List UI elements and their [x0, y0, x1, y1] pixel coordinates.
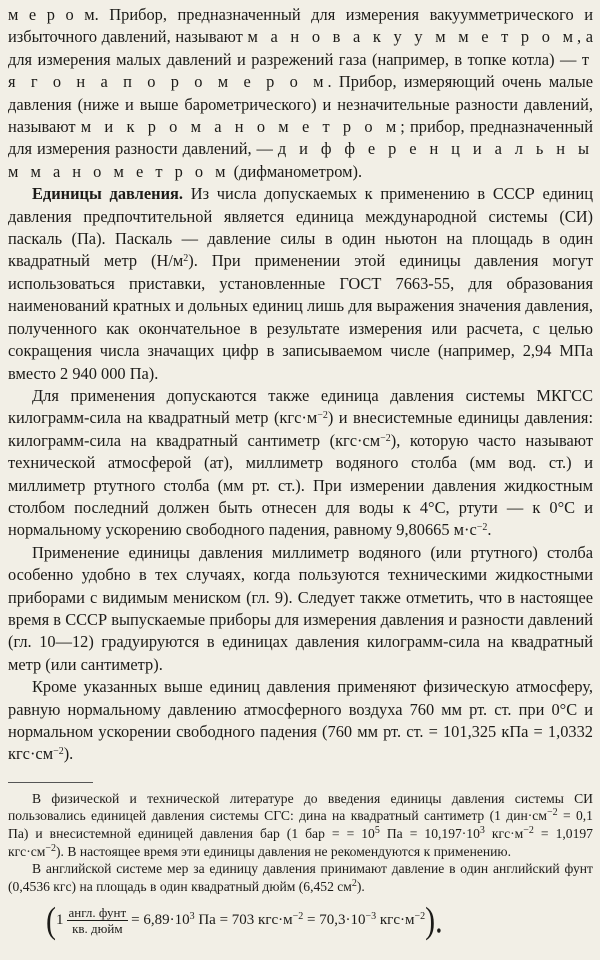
paragraph-2 [8, 183, 593, 385]
text-run: (дифманометром). [229, 161, 363, 181]
footnote-divider [8, 782, 93, 783]
paragraph-3 [8, 385, 593, 542]
text-run: ), которую часто называют технической атмосферой (ат), миллиметр водяного столба (мм вод. ст.) и миллиметр ртутного столба (мм рт. ст.). При измерении давления жидкостным столбом последний должен быть отнесен для воды к 4°C, ртути — к 0°C и нормальному ускорению свободного падения, равному 9,80665 м·с [8, 430, 593, 540]
conversion-formula [46, 899, 593, 941]
superscript: −2 [414, 911, 426, 923]
text-run: = 0,1 Па) и внесистемной единицей давления бар (1 бар = = 10 [8, 808, 593, 841]
text-run: = 6,89·10 [131, 912, 190, 929]
text-run: ; прибор, предназначенный для измерения разности давлений, — [8, 117, 593, 159]
superscript: −2 [317, 410, 328, 422]
spaced-term: д и ф ф е р е н ц и а л ь н ы м м а н о м е т р о м [8, 139, 594, 181]
text-run: = 70,3·10 [303, 912, 366, 929]
superscript: 2 [183, 253, 189, 265]
footnotes [8, 790, 593, 896]
text-run: ). [356, 878, 365, 894]
text-run: . [487, 520, 492, 540]
footnote-1 [8, 790, 593, 860]
superscript: −3 [365, 911, 377, 923]
text-run: Па = 703 кгс·м [194, 912, 293, 929]
superscript: −2 [45, 842, 57, 854]
text-run: . Прибор, измеряющий очень малые давления (ниже и выше барометрического) и незначительные разности давлений, называют [8, 72, 593, 137]
superscript: −2 [476, 522, 488, 534]
text-run: ). В настоящее время эти единицы давления не рекомендуются к применению. [56, 843, 511, 859]
text-run: ). При применении этой единицы давления могут использоваться приставки, установленные ГОСТ 7663-55, для образования наименований кратных и дольных единиц лишь для выражения значения давления, полученного как окончательное в результате измерения или расчета, с целью сокращения числа значащих цифр в записываемом числе (например, 2,94 МПа вместо 2 940 000 Па). [8, 251, 593, 383]
superscript: −2 [292, 911, 304, 923]
spaced-term: м а н о в а к у у м м е т р о м [247, 27, 577, 47]
paragraph-5 [8, 676, 593, 766]
text-run: кгс·м [484, 826, 524, 841]
text-run: В физической и технической литературе до введения единицы давления системы СИ пользовались единицей давления системы СГС: дина на квадратный сантиметр (1 дин·см [8, 790, 593, 824]
section-heading: Единицы давления. [32, 184, 183, 204]
superscript: 3 [479, 825, 485, 836]
paragraph-4: Применение единицы давления миллиметр водяного (или ртутного) столба особенно удобно в тех случаях, когда пользуются техническими жидкостными приборами с видимым мениском (гл. 9). Следует также отметить, что в настоящее время в СССР выпускаемые приборы для измерения давления и разности давлений (гл. 10—12) градуируются в единицах давления килограмм-сила на квадратный метр (или сантиметр). [8, 542, 593, 674]
close-paren: ). [425, 899, 443, 941]
text-run: ). [63, 744, 74, 764]
text-run: В английской системе мер за единицу давления принимают давление в один английский фунт (0,4536 кгс) на площадь в один квадратный дюйм (6,452 см [8, 861, 593, 894]
text-run: Па = 10,197·10 [379, 826, 480, 841]
superscript: −2 [546, 807, 558, 819]
paragraph-1 [8, 4, 593, 183]
text-run: , а для измерения малых давлений и разрежений газа (например, в топке котла) — [8, 27, 593, 69]
text-run: Для применения допускаются также единица давления системы МКГСС килограмм-сила на квадратный метр (кгс·м [8, 385, 593, 428]
formula-rhs [131, 912, 425, 929]
text-run: м е р о м. Прибор, предназначенный для измерения вакуумметрического и избыточного давлений, называют [8, 5, 593, 47]
text-run: Кроме указанных выше единиц давления применяют физическую атмосферу, равную нормальному давлению атмосферного воздуха 760 мм рт. ст. при 0°C и нормальном ускорении свободного падения (760 мм рт. ст. = 101,325 кПа = 1,0332 кгс·см [8, 677, 593, 764]
text-run: ) и внесистемные единицы давления: килограмм-сила на квадратный сантиметр (кгс·см [8, 408, 594, 450]
spaced-term: м и к р о м а н о м е т р о м [80, 117, 401, 137]
text-run: = 1,0197 кгс·см [8, 826, 593, 859]
open-paren: ( [46, 899, 56, 941]
superscript: −2 [53, 746, 64, 758]
fraction [67, 905, 129, 936]
spaced-term: т я г о н а п о р о м е р о м [8, 49, 593, 92]
fraction-numerator: англ. фунт [68, 905, 127, 921]
superscript: −2 [523, 825, 534, 836]
fraction-denominator: кв. дюйм [72, 921, 123, 937]
text-run: кгс·м [376, 912, 415, 929]
superscript: 2 [351, 877, 357, 889]
superscript: 5 [374, 825, 380, 836]
footnote-2 [8, 860, 593, 895]
formula-one: 1 [56, 912, 64, 929]
superscript: −2 [380, 432, 391, 444]
text-run: Из числа допускаемых к применению в СССР единиц давления предпочтительной является единица международной системы (СИ) паскаль (Па). Паскаль — давление силы в один ньютон на площадь в один квадратный метр (Н/м [8, 184, 593, 271]
main-text [8, 4, 593, 766]
superscript: 3 [189, 911, 195, 923]
